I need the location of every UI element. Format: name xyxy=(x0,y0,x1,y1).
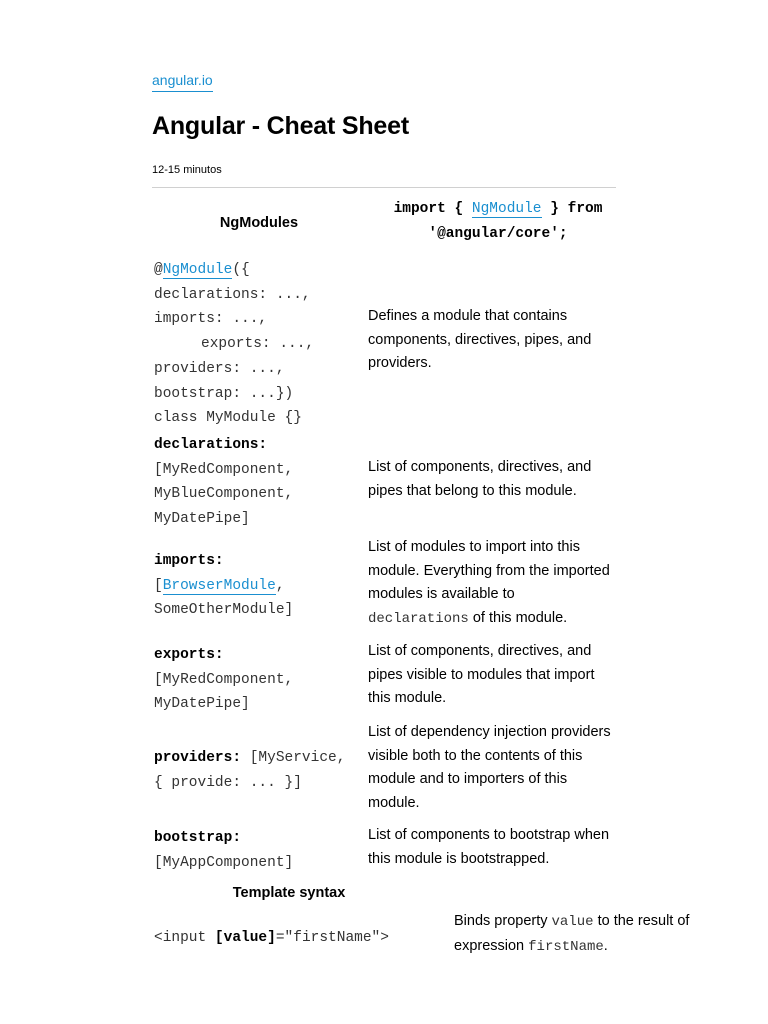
description-cell: List of components, directives, and pipes visible to modules that import this module. xyxy=(368,643,595,706)
code-cell xyxy=(154,643,366,717)
code-text: bootstrap: ...}) xyxy=(154,385,294,402)
import-statement xyxy=(366,197,630,246)
description-text: List of modules to import into this module. Everything from the imported modules is available to xyxy=(368,539,610,602)
code-text: ="firstName"> xyxy=(275,930,389,946)
code-text: MyDatePipe] xyxy=(154,696,250,713)
import-text: } from xyxy=(541,201,603,217)
code-keyword: bootstrap: xyxy=(154,830,242,846)
code-text: [MyService, xyxy=(241,750,346,766)
ngmodule-link[interactable]: NgModule xyxy=(162,262,233,278)
description-cell xyxy=(368,536,618,631)
code-cell xyxy=(154,433,366,532)
code-text: { provide: ... }] xyxy=(154,774,302,791)
description-text: . xyxy=(603,937,608,954)
browsermodule-link[interactable]: BrowserModule xyxy=(162,577,276,594)
ngmodule-link[interactable]: NgModule xyxy=(471,201,542,217)
code-keyword: providers: xyxy=(154,750,242,766)
description-text: Binds property xyxy=(454,913,552,929)
code-text: [ xyxy=(154,577,163,594)
code-text: exports: ..., xyxy=(201,336,315,353)
description-cell xyxy=(454,910,712,959)
description-text: of this module. xyxy=(468,609,568,626)
source-link[interactable]: angular.io xyxy=(152,72,213,92)
code-text: MyBlueComponent, xyxy=(154,486,294,503)
description-cell: Defines a module that contains components, directives, pipes, and providers. xyxy=(368,308,592,371)
code-text: declarations: ..., xyxy=(154,286,311,303)
code-text: imports: ..., xyxy=(154,311,268,328)
code-text: providers: ..., xyxy=(154,360,285,377)
code-cell xyxy=(154,746,366,795)
code-text: ({ xyxy=(232,262,250,278)
import-text: import { xyxy=(393,201,472,217)
description-cell: List of components to bootstrap when this module is bootstrapped. xyxy=(368,827,610,867)
reading-time: 12-15 minutos xyxy=(152,164,222,176)
import-source: '@angular/core'; xyxy=(428,225,568,242)
divider xyxy=(152,187,616,188)
section-heading-template-syntax: Template syntax xyxy=(232,885,346,901)
section-heading-ngmodules: NgModules xyxy=(219,215,299,231)
code-text: class MyModule {} xyxy=(154,410,302,427)
code-keyword: exports: xyxy=(154,647,224,663)
description-cell: List of dependency injection providers visible both to the contents of this module and to importers of this module. xyxy=(368,724,611,811)
code-text: , xyxy=(275,577,285,594)
code-cell xyxy=(154,258,366,431)
description-cell: List of components, directives, and pipes that belong to this module. xyxy=(368,459,592,499)
code-text: <input xyxy=(154,930,215,946)
code-cell xyxy=(154,926,444,951)
code-text: [MyRedComponent, xyxy=(154,671,294,688)
code-keyword: declarations: xyxy=(154,437,268,453)
description-text: to the result of expression xyxy=(454,913,690,954)
code-keyword: imports: xyxy=(154,553,224,569)
inline-code: value xyxy=(551,914,594,930)
code-text: SomeOtherModule] xyxy=(154,602,294,619)
inline-code: declarations xyxy=(368,610,469,627)
code-text: [MyRedComponent, xyxy=(154,461,294,478)
code-text: MyDatePipe] xyxy=(154,511,250,528)
code-cell xyxy=(154,826,366,875)
code-text: @ xyxy=(154,262,163,278)
code-keyword: [value] xyxy=(214,930,276,946)
code-text: [MyAppComponent] xyxy=(154,854,294,871)
page-title: Angular - Cheat Sheet xyxy=(152,112,409,140)
inline-code: firstName xyxy=(528,938,604,955)
code-cell xyxy=(154,549,366,623)
